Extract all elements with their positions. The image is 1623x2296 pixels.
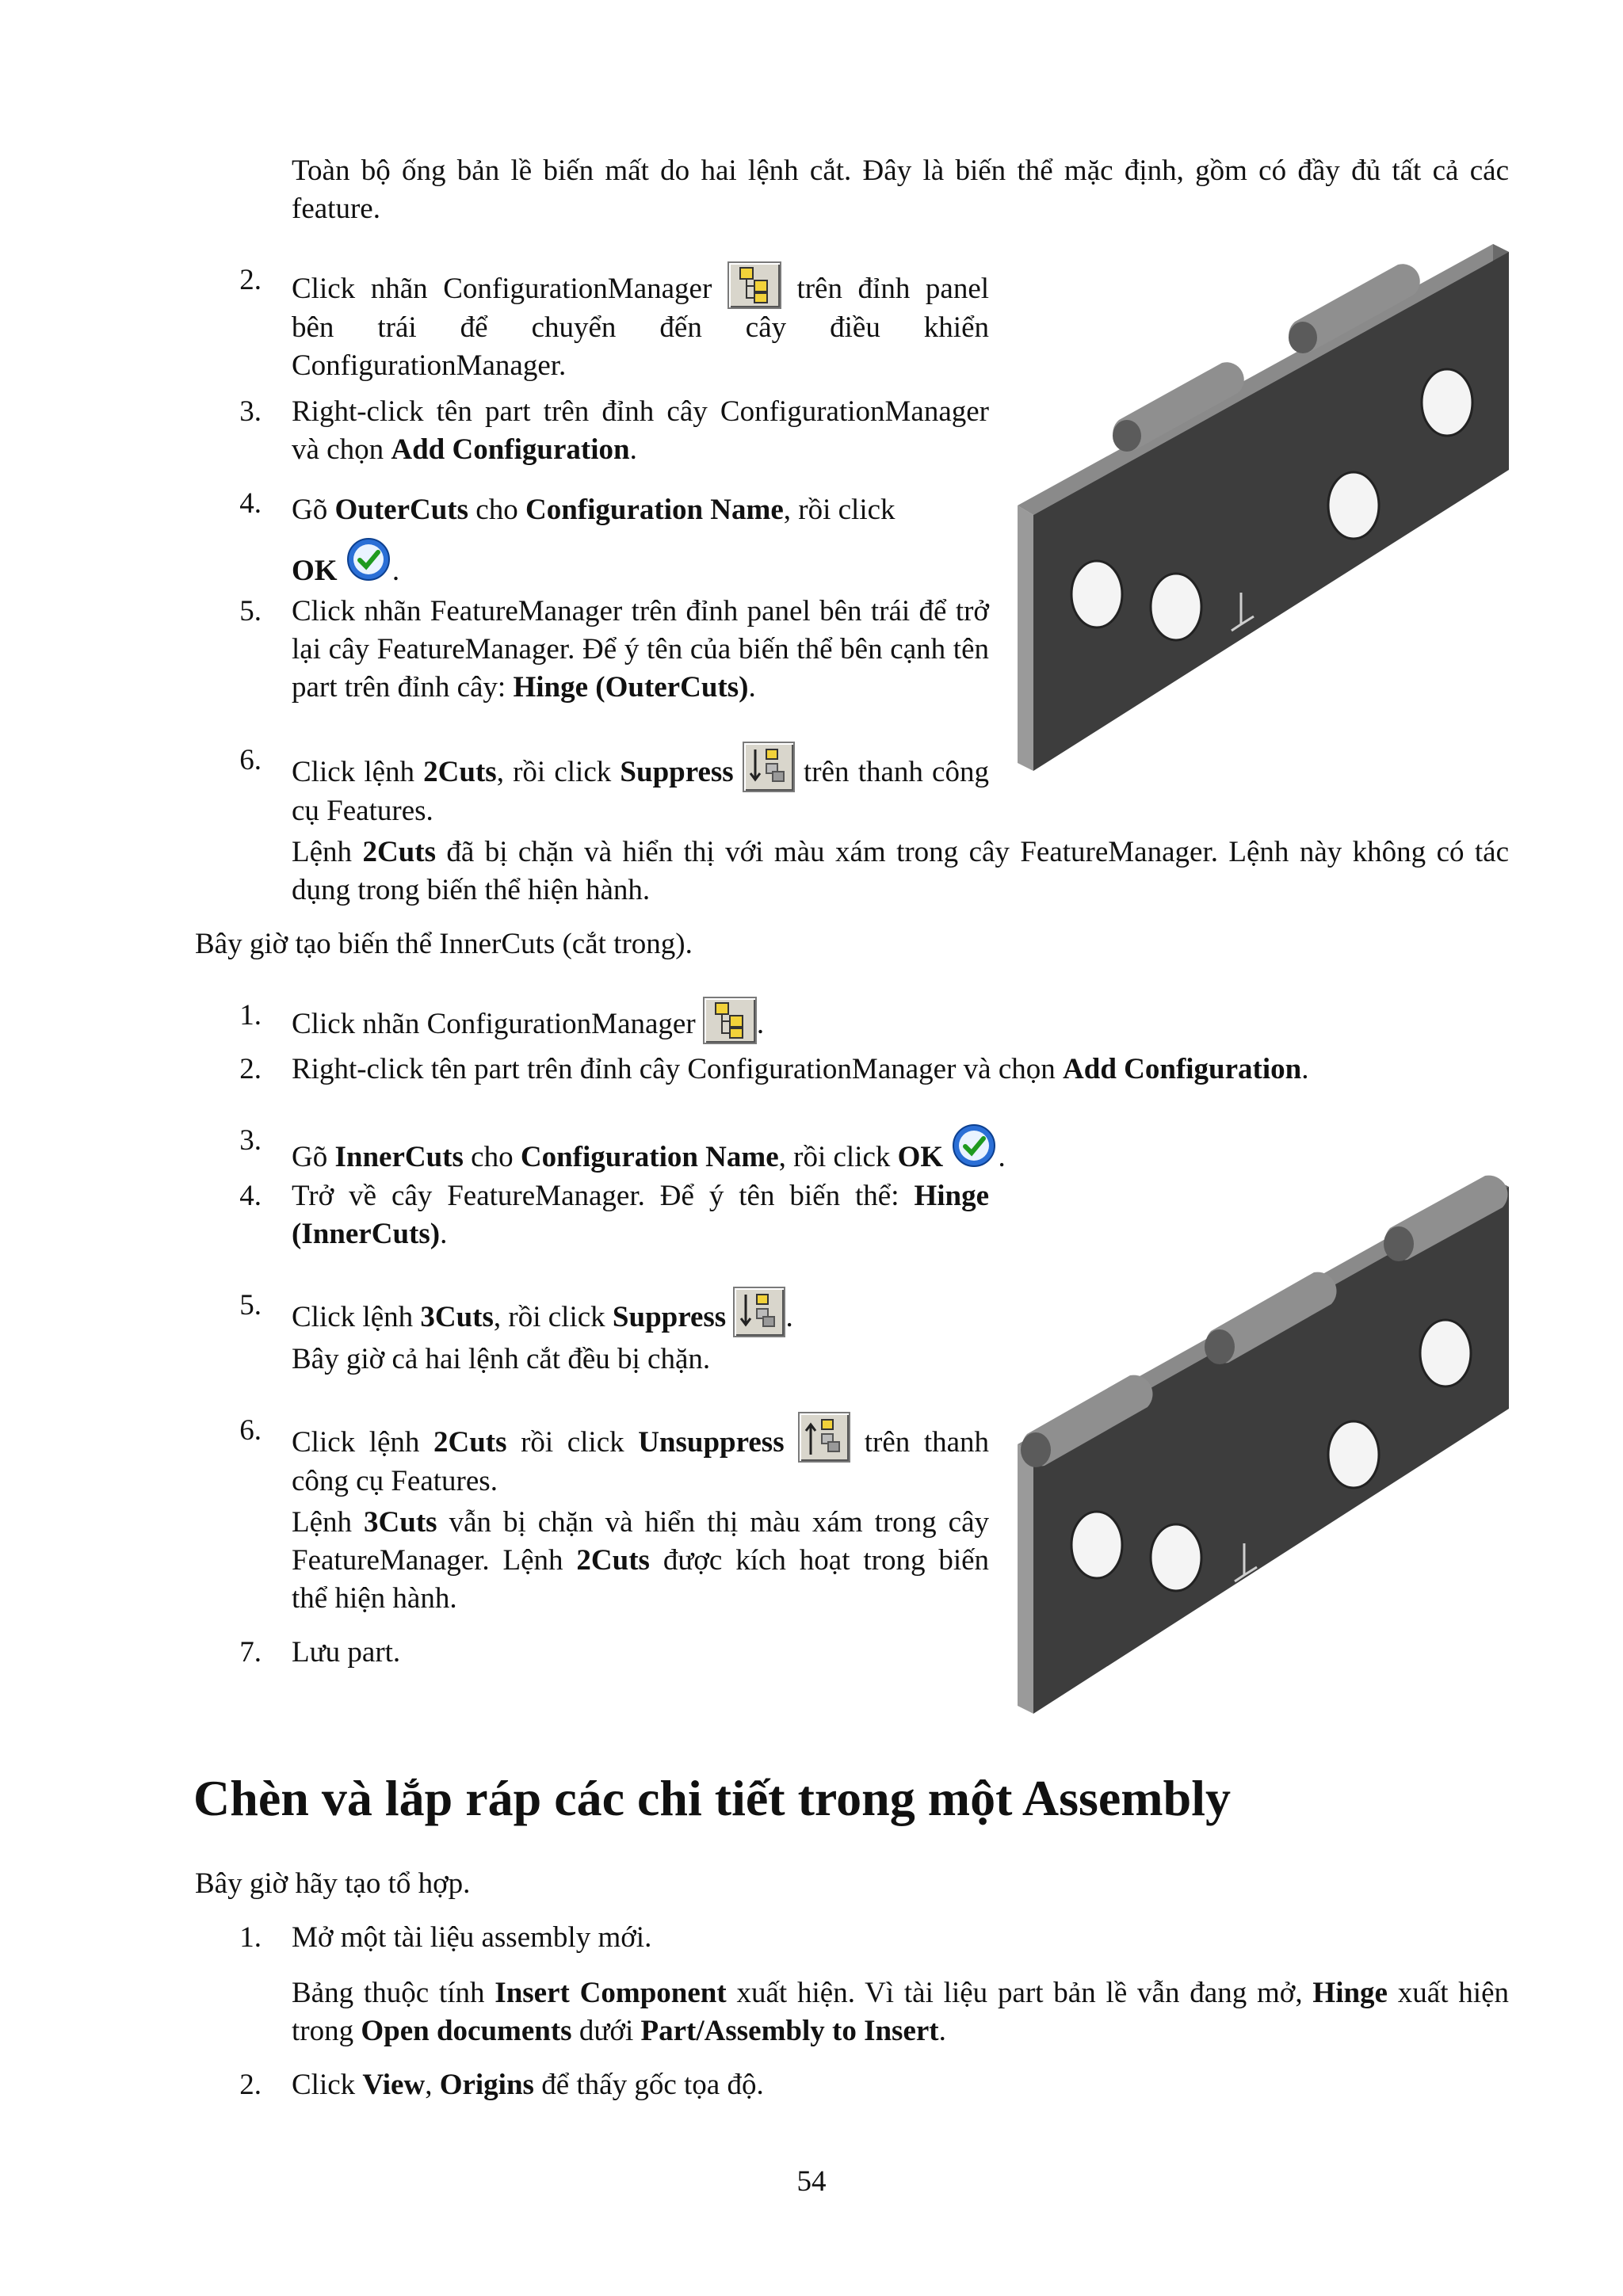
page-number: 54 <box>796 2165 827 2198</box>
step-outer-6: Click lệnh 2Cuts, rồi click Suppress trên thanh công cụ Features. <box>292 742 989 830</box>
step-assembly-2: Click View, Origins để thấy gốc tọa độ. <box>292 2069 764 2101</box>
hinge-outercuts-image <box>1018 244 1509 775</box>
step-number: 3. <box>239 1124 262 1157</box>
configuration-manager-icon[interactable] <box>727 261 781 309</box>
step-number: 2. <box>239 264 262 296</box>
hinge-innercuts-image <box>1018 1171 1509 1718</box>
step-outer-4: Gõ OuterCuts cho Configuration Name, rồi click OK . <box>292 485 989 600</box>
ok-check-icon[interactable] <box>345 536 392 600</box>
suppress-icon[interactable] <box>733 1287 785 1337</box>
inner-intro-paragraph: Bây giờ tạo biến thể InnerCuts (cắt trong). <box>195 928 693 960</box>
inner-step5-note: Bây giờ cả hai lệnh cắt đều bị chặn. <box>292 1343 711 1375</box>
intro-paragraph: Toàn bộ ống bản lề biến mất do hai lệnh cắt. Đây là biến thể mặc định, gồm có đầy đủ tất cả các feature. <box>292 154 1509 225</box>
configuration-manager-icon[interactable] <box>703 997 757 1044</box>
step-inner-1: Click nhãn ConfigurationManager . <box>292 997 1480 1044</box>
step-number: 4. <box>239 1180 262 1212</box>
step-outer-5: Click nhãn FeatureManager trên đỉnh panel bên trái để trở lại cây FeatureManager. Để ý tên của biến thể bên cạnh tên part trên đỉnh cây: Hinge (OuterCuts). <box>292 595 989 704</box>
step-number: 7. <box>239 1636 262 1669</box>
step-inner-7: Lưu part. <box>292 1636 401 1669</box>
assembly-step1-note: Bảng thuộc tính Insert Component xuất hiện. Vì tài liệu part bản lề vẫn đang mở, Hinge xuất hiện trong Open documents dưới Part/Assembly to Insert. <box>292 1977 1510 2047</box>
step-number: 3. <box>239 395 262 428</box>
step-inner-5: Click lệnh 3Cuts, rồi click Suppress . <box>292 1287 989 1337</box>
step-number: 1. <box>239 1921 262 1954</box>
inner-step6-note: Lệnh 3Cuts vẫn bị chặn và hiển thị màu xám trong cây FeatureManager. Lệnh 2Cuts được kích hoạt trong biến thể hiện hành. <box>292 1506 990 1615</box>
step-number: 6. <box>239 744 262 776</box>
outer-note: Lệnh 2Cuts đã bị chặn và hiển thị với màu xám trong cây FeatureManager. Lệnh này không có tác dụng trong biến thể hiện hành. <box>292 836 1510 906</box>
step-outer-2: Click nhãn ConfigurationManager trên đỉnh panel bên trái để chuyển đến cây điều khiển ConfigurationManager. <box>292 261 989 385</box>
step-inner-3: Gõ InnerCuts cho Configuration Name, rồi click OK . <box>292 1122 1480 1180</box>
step-number: 1. <box>239 999 262 1032</box>
step-inner-6: Click lệnh 2Cuts rồi click Unsuppress trên thanh công cụ Features. <box>292 1412 989 1501</box>
hinge-hole <box>1071 561 1122 627</box>
assembly-intro: Bây giờ hãy tạo tổ hợp. <box>195 1867 471 1900</box>
hinge-hole <box>1420 1320 1471 1386</box>
step-number: 6. <box>239 1414 262 1447</box>
step-number: 4. <box>239 487 262 520</box>
unsuppress-icon[interactable] <box>798 1412 850 1463</box>
section-heading: Chèn và lắp ráp các chi tiết trong một Assembly <box>193 1770 1231 1826</box>
step-inner-4: Trở về cây FeatureManager. Để ý tên biến thể: Hinge (InnerCuts). <box>292 1180 990 1250</box>
suppress-icon[interactable] <box>743 742 795 792</box>
step-number: 5. <box>239 595 262 627</box>
step-number: 2. <box>239 1053 262 1085</box>
hinge-hole <box>1422 369 1472 436</box>
step-outer-3: Right-click tên part trên đỉnh cây ConfigurationManager và chọn Add Configuration. <box>292 395 989 466</box>
step-inner-2: Right-click tên part trên đỉnh cây ConfigurationManager và chọn Add Configuration. <box>292 1053 1309 1085</box>
hinge-hole <box>1151 574 1201 640</box>
step-number: 2. <box>239 2069 262 2101</box>
hinge-hole <box>1151 1524 1201 1591</box>
hinge-hole <box>1071 1512 1122 1578</box>
ok-check-icon[interactable] <box>950 1122 998 1180</box>
step-number: 5. <box>239 1289 262 1322</box>
hinge-hole <box>1328 1421 1379 1488</box>
step-assembly-1: Mở một tài liệu assembly mới. <box>292 1921 652 1954</box>
hinge-hole <box>1328 472 1379 539</box>
